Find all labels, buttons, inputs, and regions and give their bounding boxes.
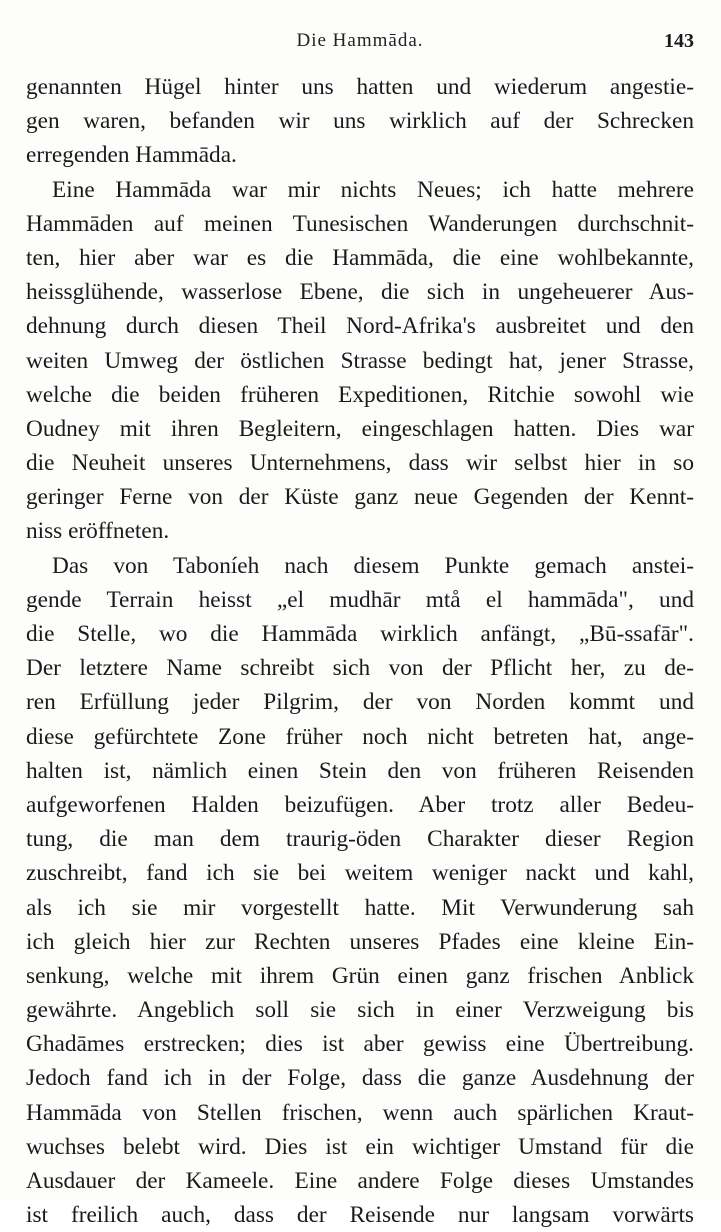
page-number: 143 bbox=[664, 30, 694, 52]
text-line: ten, hier aber war es die Hammāda, die eine wohlbekannte, bbox=[26, 244, 694, 271]
text-line: ich gleich hier zur Rechten unseres Pfades eine kleine Ein- bbox=[26, 928, 694, 955]
text-line: genannten Hügel hinter uns hatten und wiederum angestie- bbox=[26, 74, 694, 100]
text-line: Hammāda von Stellen frischen, wenn auch spärlichen Kraut- bbox=[26, 1099, 694, 1126]
text-line: senkung, welche mit ihrem Grün einen ganz frischen Anblick bbox=[26, 962, 694, 989]
text-line: dehnung durch diesen Theil Nord-Afrika's ausbreitet und den bbox=[26, 313, 694, 340]
text-line: erregenden Hammāda. bbox=[26, 142, 237, 169]
text-line: heissglühende, wasserlose Ebene, die sich in ungeheuerer Aus- bbox=[26, 279, 694, 306]
body-text bbox=[26, 70, 694, 1232]
text-line: gende Terrain heisst „el mudhār mtå el hammāda", und bbox=[26, 586, 694, 613]
text-line: Oudney mit ihren Begleitern, eingeschlagen hatten. Dies war bbox=[26, 415, 694, 442]
text-line: die Stelle, wo die Hammāda wirklich anfängt, „Bū-ssafār". bbox=[26, 621, 694, 647]
text-line: zuschreibt, fand ich sie bei weitem weniger nackt und kahl, bbox=[26, 860, 694, 887]
text-line: Ausdauer der Kameele. Eine andere Folge dieses Umstandes bbox=[26, 1168, 694, 1194]
text-line: tung, die man dem traurig-öden Charakter dieser Region bbox=[26, 826, 694, 853]
text-line: aufgeworfenen Halden beizufügen. Aber trotz aller Bedeu- bbox=[26, 791, 694, 818]
text-line: Ghadāmes erstrecken; dies ist aber gewiss eine Übertreibung. bbox=[26, 1031, 694, 1058]
text-line: diese gefürchtete Zone früher noch nicht betreten hat, ange- bbox=[26, 723, 694, 750]
text-line: niss eröffneten. bbox=[26, 518, 170, 545]
text-line: halten ist, nämlich einen Stein den von früheren Reisenden bbox=[26, 757, 694, 784]
text-line: Jedoch fand ich in der Folge, dass die ganze Ausdehnung der bbox=[26, 1065, 694, 1092]
text-line: Der letztere Name schreibt sich von der Pflicht her, zu de- bbox=[26, 655, 694, 682]
text-line: ren Erfüllung jeder Pilgrim, der von Norden kommt und bbox=[26, 689, 694, 716]
text-line: geringer Ferne von der Küste ganz neue Gegenden der Kennt- bbox=[26, 484, 694, 511]
text-line: welche die beiden früheren Expeditionen, Ritchie sowohl wie bbox=[26, 381, 694, 408]
text-line: wuchses belebt wird. Dies ist ein wichtiger Umstand für die bbox=[26, 1133, 694, 1160]
text-line: als ich sie mir vorgestellt hatte. Mit Verwunderung sah bbox=[26, 894, 694, 921]
running-head bbox=[26, 30, 694, 60]
text-line: gewährte. Angeblich soll sie sich in einer Verzweigung bis bbox=[26, 997, 694, 1024]
text-line: weiten Umweg der östlichen Strasse bedingt hat, jener Strasse, bbox=[26, 347, 694, 374]
text-line: die Neuheit unseres Unternehmens, dass wir selbst hier in so bbox=[26, 450, 694, 477]
text-line: Das von Taboníeh nach diesem Punkte gemach anstei- bbox=[52, 552, 694, 579]
text-line: ist freilich auch, dass der Reisende nur langsam vorwärts bbox=[26, 1202, 694, 1229]
text-line: gen waren, befanden wir uns wirklich auf der Schrecken bbox=[26, 108, 694, 135]
running-title: Die Hammāda. bbox=[296, 30, 424, 51]
text-line: Eine Hammāda war mir nichts Neues; ich hatte mehrere bbox=[52, 176, 694, 203]
text-line: Hammāden auf meinen Tunesischen Wanderungen durchschnit- bbox=[26, 210, 694, 237]
